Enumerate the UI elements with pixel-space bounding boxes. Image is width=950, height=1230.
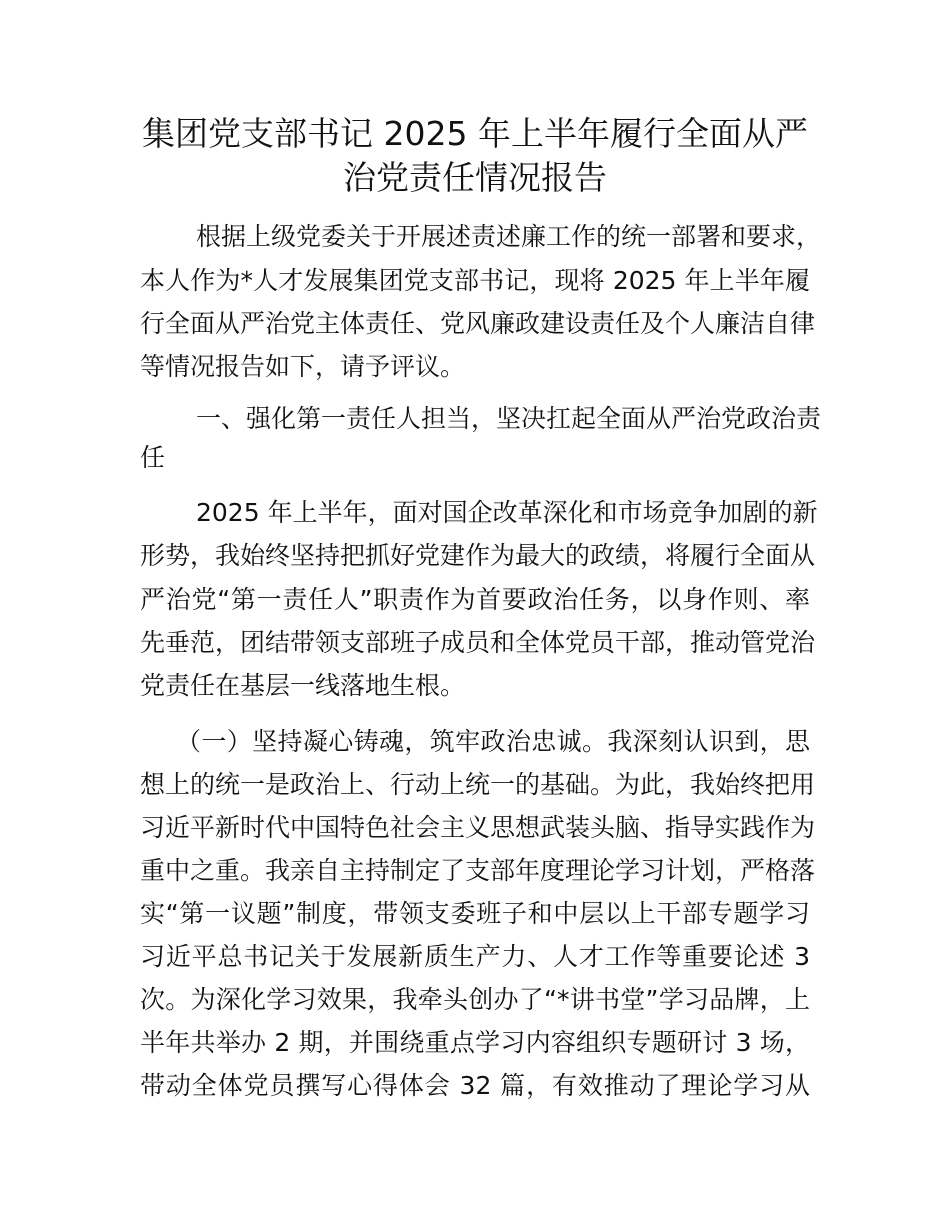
text-line: 先垂范，团结带领支部班子成员和全体党员干部，推动管党治 [140,628,816,657]
text-line: 习近平新时代中国特色社会主义思想武装头脑、指导实践作为 [140,813,816,842]
text-line: 习近平总书记关于发展新质生产力、人才工作等重要论述 3 [140,942,810,971]
text-line: 2025 年上半年，面对国企改革深化和市场竞争加剧的新 [196,498,818,527]
text-line: 一、强化第一责任人担当，坚决扛起全面从严治党政治责 [196,404,822,433]
text-line: 半年共举办 2 期，并围绕重点学习内容组织专题研讨 3 场， [140,1028,810,1057]
text-line: 重中之重。我亲自主持制定了支部年度理论学习计划，严格落 [140,856,816,885]
text-line: 任 [140,443,166,472]
text-line: 实“第一议题”制度，带领支委班子和中层以上干部专题学习 [140,899,810,928]
text-line: 党责任在基层一线落地生根。 [140,671,466,700]
text-line: 等情况报告如下，请予评议。 [140,352,466,381]
text-line: 根据上级党委关于开展述责述廉工作的统一部署和要求， [196,222,822,251]
text-line: （一）坚持凝心铸魂，筑牢政治忠诚。我深刻认识到，思 [176,727,810,756]
text-line: 形势，我始终坚持把抓好党建作为最大的政绩，将履行全面从 [140,541,816,570]
title-line-1: 集团党支部书记 2025 年上半年履行全面从严 [142,114,808,153]
text-line: 行全面从严治党主体责任、党风廉政建设责任及个人廉洁自律 [140,309,816,338]
title-line-2: 治党责任情况报告 [343,158,607,197]
text-line: 想上的统一是政治上、行动上统一的基础。为此，我始终把用 [140,770,816,799]
text-line: 本人作为*人才发展集团党支部书记，现将 2025 年上半年履 [140,266,810,295]
text-line: 次。为深化学习效果，我牵头创办了“*讲书堂”学习品牌，上 [140,985,810,1014]
text-line: 严治党“第一责任人”职责作为首要政治任务，以身作则、率 [140,585,810,614]
text-line: 带动全体党员撰写心得体会 32 篇，有效推动了理论学习从 [140,1071,810,1100]
